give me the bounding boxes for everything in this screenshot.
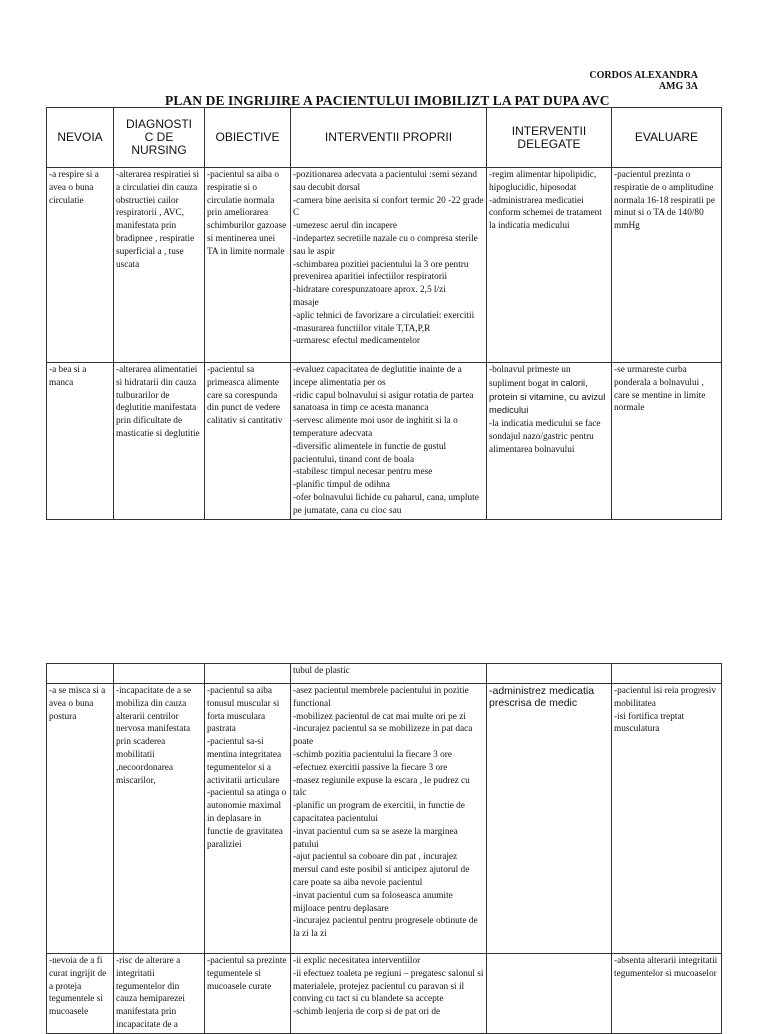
interventie-line: -umezesc aerul din incapere [293,221,398,232]
interventie-line: -pozitionarea adecvata a pacientului :semi sezand sau decubit dorsal [293,170,478,193]
header-obiective: OBIECTIVE [205,108,291,168]
cell-diagnostic: -risc de alterare a integritatii tegumentelor din cauza hemiparezei manifestata prin incapacitate de a [114,954,205,1034]
interventie-line: -evaluez capacitatea de deglutitie inainte de a incepe alimentatia per os [293,365,462,388]
header-interventii-proprii: INTERVENTII PROPRII [291,108,487,168]
header-interventii-delegate-label: INTERVENTII DELEGATE [511,123,587,151]
cell-delegate [487,954,612,1034]
interventie-line: -urmaresc efectul medicamentelor [293,336,420,347]
table-header-row [47,108,722,168]
page-title: PLAN DE INGRIJIRE A PACIENTULUI IMOBILIZT LA PAT DUPA AVC [165,93,610,108]
cell-delegate: -administrez medicatia prescrisa de medic [487,684,612,954]
interventie-line: -hidratare corespunzatoare aprox. 2,5 l/zi [293,285,446,296]
interventie-line: -ridic capul bolnavului si asigur rotatia de partea sanatoasa in timp ce acesta mananca [293,390,474,414]
cell-evaluare [612,664,722,684]
care-plan-table-page-2 [46,663,722,1034]
cell-evaluare: -pacientul prezinta o respiratie de o amplitudine normala 16-18 respiratii pe minut si o TA de 140/80 mmHg [612,168,722,363]
interventie-line: -servesc alimente moi usor de inghitit si la o temperature adecvata [293,416,458,439]
interventie-line: -stabilesc timpul necesar pentru mese [293,467,433,478]
cell-diagnostic: -incapacitate de a se mobiliza din cauza alterarii centrilor nervosa manifestata prin scaderea mobilitatii ,necoordonarea miscarilor, [114,684,205,954]
table-row [47,168,722,363]
interventie-line: -masurarea functiilor vitale T,TA,P,R [293,323,431,334]
header-diagnostic-label: DIAGNOSTIC DE NURSING [125,117,192,157]
interventie-line: -schimbarea pozitiei pacientului la 3 ore pentru prevenirea aparitiei infectiilor respiratorii [293,259,469,283]
cell-delegate: -regim alimentar hipolipidic, hipoglucidic, hiposodat -administrarea medicatiei conform schemei de tratament la indicatia medicului [487,168,612,363]
interventie-line: -aplic tehnici de favorizare a circulatiei: exercitii [293,310,475,321]
cell-evaluare: -se urmareste curba ponderala a bolnavului , care se mentine in limite normale [612,363,722,520]
interventie-line: -schimb pozitia pacientului la fiecare 3 ore [293,749,453,760]
delegate-text-a: -bolnavul primeste un supliment bogat [489,365,571,389]
interventie-line: -incurajez pacientul sa se mobilizeze in pat daca poate [293,724,473,748]
cell-delegate [487,363,612,520]
interventie-line: -efectuez exercitii passive la fiecare 3 ore [293,762,448,773]
interventie-line: -asez pacientul membrele pacientului in pozitie functional [293,686,469,709]
delegate-text-b: in calorii, protein si vitamine, cu avizul medicului [489,377,606,416]
care-plan-table-page-1 [46,107,722,520]
interventie-line: -camera bine aerisita si confort termic 20 -22 grade C [293,195,484,219]
interventie-line: -schimb lenjeria de corp si de pat ori de [293,1007,441,1018]
cell-interventii [291,954,487,1034]
interventie-line: -incurajez pacientul pentru progresele obtinute de la zi la zi [293,916,478,940]
cell-nevoia: -a bea si a manca [47,363,114,520]
interventie-line: -indepartez secretiile nazale cu o compresa sterile sau le aspir [293,233,478,257]
cell-obiective: -pacientul sa prezinte tegumentele si mucoasele curate [205,954,291,1034]
cell-nevoia: -nevoia de a fi curat ingrijit de a proteja tegumentele si mucoasele [47,954,114,1034]
cell-interventii [291,664,487,684]
interventie-line: -ii explic necesitatea interventiilor [293,956,421,966]
interventie-line: -invat pacientul cum sa foloseasca anumite mijloace pentru deplasare [293,890,453,914]
interventie-line: -invat pacientul cum sa se aseze la marginea patului [293,826,458,850]
interventie-line: -planific un program de exercitii, in functie de capacitatea pacientului [293,801,465,824]
author-name: CORDOS ALEXANDRA [589,70,698,81]
cell-delegate [487,664,612,684]
header-diagnostic [114,108,205,168]
cell-obiective: -pacientul sa aiba tonusul muscular si forta musculara pastrata -pacientul sa-si mentina integritatea tegumentelor si a activitatii articulare -pacientul sa atinga o autonomie maximal in deplasare in functie de gravitatea paraliziei [205,684,291,954]
interventie-line: tubul de plastic [293,666,350,676]
interventie-line: -planific timpul de odihna [293,480,390,491]
table-row [47,664,722,684]
cell-diagnostic: -alterarea respiratiei si a circulatiei din cauza obstructiei cailor respiratorii , AVC, manifestata prin bradipnee , respiratie superficial a , tuse uscata [114,168,205,363]
interventie-line: -ii efectuez toaleta pe regiuni – pregatesc salonul si materialele, protejez pacientul cu paravan si il conving cu tact si cu blandete sa accepte [293,968,484,1005]
cell-interventii [291,363,487,520]
header-evaluare: EVALUARE [612,108,722,168]
cell-nevoia [47,664,114,684]
header-interventii-delegate [487,108,612,168]
header-nevoia: NEVOIA [47,108,114,168]
interventie-line: -diversific alimentele in functie de gustul pacientului, tinand cont de boala [293,441,447,465]
interventie-line: masaje [293,297,319,308]
author-group: AMG 3A [658,81,698,92]
author-block [589,70,698,92]
table-row [47,363,722,520]
cell-nevoia: -a respire si a avea o buna circulatie [47,168,114,363]
table-row [47,684,722,954]
cell-evaluare: -pacientul isi reia progresiv mobilitatea -isi fortifica treptat musculatura [612,684,722,954]
cell-diagnostic: -alterarea alimentatiei si hidratarii din cauza tulburarilor de deglutitie manifestata prin dificultate de masticatie si deglutitie [114,363,205,520]
cell-interventii [291,168,487,363]
cell-evaluare: -absenta alterarii integritatii tegumentelor si mucoaselor [612,954,722,1034]
cell-diagnostic [114,664,205,684]
interventie-line: -masez regiunile expuse la escara , le pudrez cu talc [293,775,470,799]
cell-obiective [205,664,291,684]
cell-interventii [291,684,487,954]
cell-nevoia: -a se misca si a avea o buna postura [47,684,114,954]
interventie-line: -ofer bolnavului lichide cu paharul, cana, umplute pe jumatate, cana cu cioc sau [293,492,479,516]
table-row [47,954,722,1034]
delegate-text-c: -la indicatia medicului se face sondajul nazo/gastric pentru alimentarea bolnavului [489,419,601,455]
cell-obiective: -pacientul sa primeasca alimente care sa corespunda din punct de vedere calitativ si cantitativ [205,363,291,520]
interventie-line: -ajut pacientul sa coboare din pat , incurajez mersul cand este posibil si anticipez ajutorul de care poate sa aiba nevoie pacientul [293,852,470,888]
interventie-line: -mobilizez pacientul de cat mai multe ori pe zi [293,711,466,722]
cell-obiective: -pacientul sa aiba o respiratie si o circulatie normala prin ameliorarea schimburilor gazoase si mentinerea unei TA in limite normale [205,168,291,363]
